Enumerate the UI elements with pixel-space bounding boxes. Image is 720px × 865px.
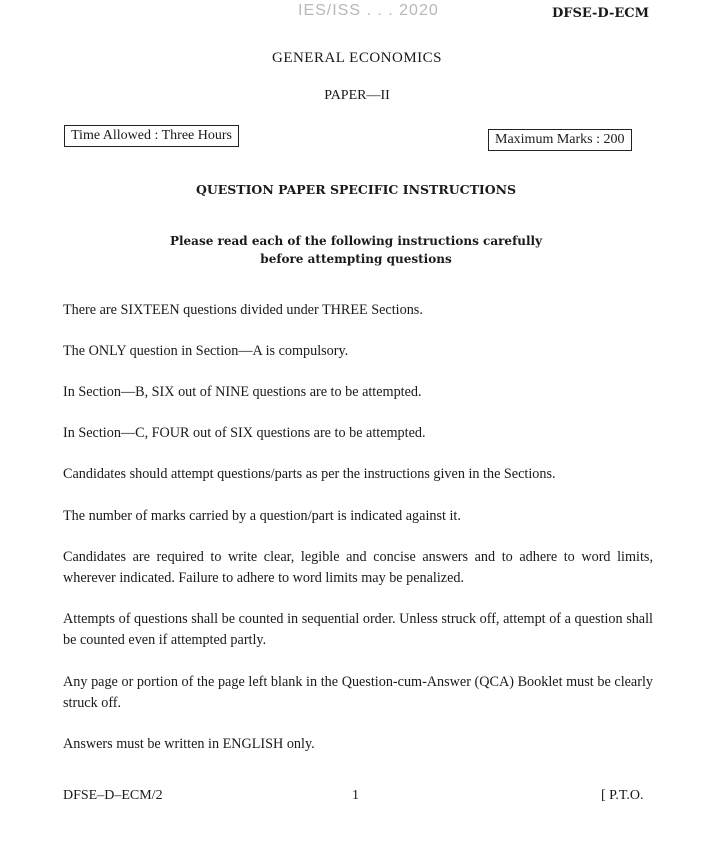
instructions-subheading xyxy=(0,232,712,268)
faded-stamp: IES/ISS . . . 2020 xyxy=(298,2,439,19)
instruction-item: In Section—C, FOUR out of SIX questions are to be attempted. xyxy=(63,425,426,441)
instruction-item: Attempts of questions shall be counted in sequential order. Unless struck off, attempt of a question shall be counted even if attempted partly. xyxy=(63,611,653,648)
instruction-item: There are SIXTEEN questions divided under THREE Sections. xyxy=(63,302,423,318)
instruction-item: Candidates should attempt questions/parts as per the instructions given in the Sections. xyxy=(63,466,556,482)
maximum-marks-box: Maximum Marks : 200 xyxy=(488,129,632,151)
instruction-item: In Section—B, SIX out of NINE questions are to be attempted. xyxy=(63,384,422,400)
instruction-item: The number of marks carried by a question/part is indicated against it. xyxy=(63,508,461,524)
pto-marker: [ P.T.O. xyxy=(601,788,644,803)
instruction-item: The ONLY question in Section—A is compulsory. xyxy=(63,343,349,359)
instruction-item: Candidates are required to write clear, legible and concise answers and to adhere to word limits, wherever indicated. Failure to adhere to word limits may be penalized. xyxy=(63,549,653,586)
instructions-heading: QUESTION PAPER SPECIFIC INSTRUCTIONS xyxy=(195,182,517,197)
subheading-line-2: before attempting questions xyxy=(260,252,452,266)
paper-number: PAPER—II xyxy=(324,88,390,103)
subheading-line-1: Please read each of the following instructions carefully xyxy=(169,234,543,248)
time-allowed-box: Time Allowed : Three Hours xyxy=(64,125,239,147)
instruction-item: Any page or portion of the page left blank in the Question-cum-Answer (QCA) Booklet must be clearly struck off. xyxy=(63,674,653,711)
subject-title: GENERAL ECONOMICS xyxy=(271,50,443,66)
page-number: 1 xyxy=(352,788,359,803)
footer-code: DFSE–D–ECM/2 xyxy=(63,788,163,803)
instruction-item: Answers must be written in ENGLISH only. xyxy=(63,736,315,752)
paper-code: DFSE-D-ECM xyxy=(552,6,649,21)
